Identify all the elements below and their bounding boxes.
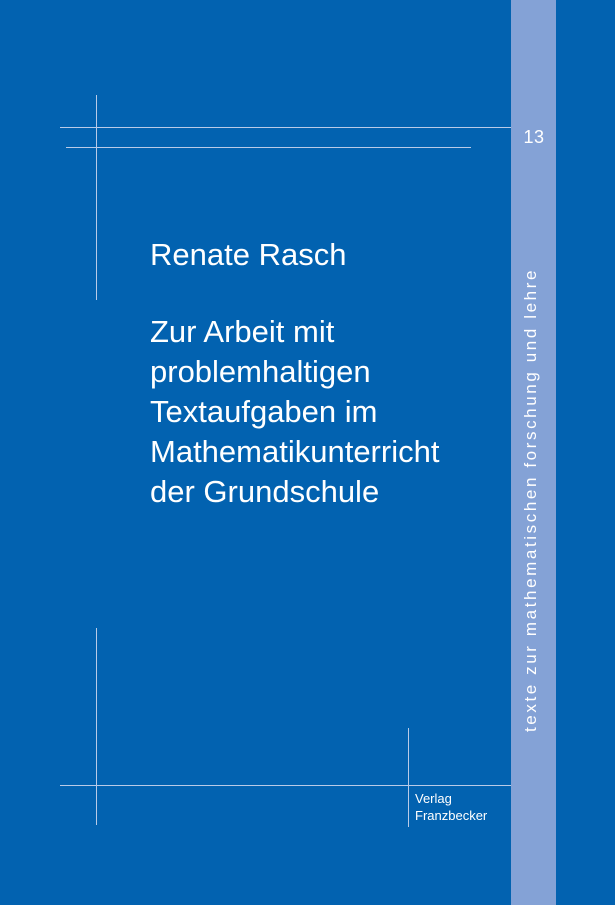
top-rule-secondary: [66, 147, 471, 148]
publisher-name: [415, 790, 487, 824]
bottom-rule: [60, 785, 511, 786]
left-top-vertical-rule: [96, 95, 97, 300]
title-line: der Grundschule: [150, 474, 380, 509]
left-bottom-vertical-rule: [96, 628, 97, 825]
publisher-line: Franzbecker: [415, 808, 488, 823]
top-rule: [60, 127, 511, 128]
title-line: Zur Arbeit mit: [150, 314, 335, 349]
publisher-vertical-rule: [408, 728, 409, 827]
series-title: texte zur mathematischen forschung und lehre: [521, 267, 540, 733]
publisher-line: Verlag: [415, 791, 452, 806]
book-title: [150, 312, 439, 512]
title-line: Textaufgaben im: [150, 394, 378, 429]
title-line: Mathematikunterricht: [150, 434, 440, 469]
volume-number: 13: [523, 127, 545, 147]
author-name: Renate Rasch: [150, 237, 347, 272]
title-line: problemhaltigen: [150, 354, 371, 389]
